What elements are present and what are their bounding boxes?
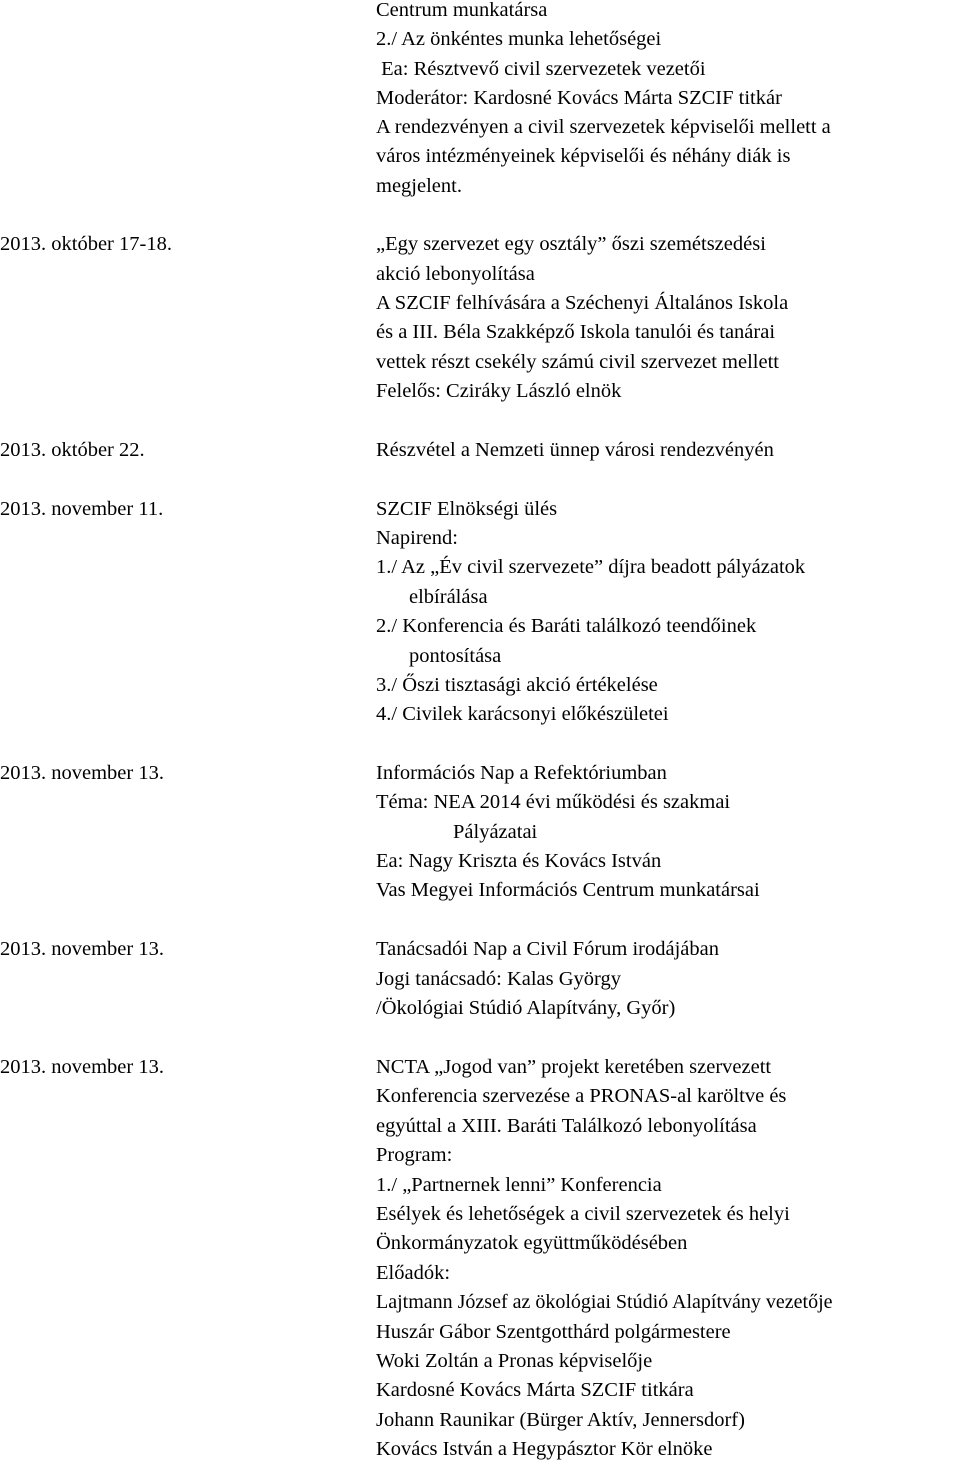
entry-line: /Ökológiai Stúdió Alapítvány, Győr) [376,997,676,1019]
entry-date: 2013. november 13. [0,762,164,784]
entry-line: Konferencia szervezése a PRONAS-al karöltve és [376,1085,787,1107]
intro-line: Moderátor: Kardosné Kovács Márta SZCIF titkár [376,87,782,109]
entry-line: és a III. Béla Szakképző Iskola tanulói és tanárai [376,321,776,343]
entry-line: vettek részt csekély számú civil szervezet mellett [376,351,779,373]
entry-line: 4./ Civilek karácsonyi előkészületei [376,703,669,725]
intro-line: Ea: Résztvevő civil szervezetek vezetői [376,58,706,80]
entry-line: Felelős: Cziráky László elnök [376,380,622,402]
entry-line: Önkormányzatok együttműködésében [376,1232,688,1254]
entry-line: NCTA „Jogod van” projekt keretében szervezett [376,1056,772,1078]
entry-line: Johann Raunikar (Bürger Aktív, Jennersdorf) [376,1409,745,1431]
entry-line: 3./ Őszi tisztasági akció értékelése [376,674,658,696]
entry-date: 2013. november 13. [0,1056,164,1078]
entry-date: 2013. november 11. [0,498,164,520]
entry-line: Információs Nap a Refektóriumban [376,762,667,784]
entry-line: 1./ „Partnernek lenni” Konferencia [376,1174,662,1196]
entry-line: Téma: NEA 2014 évi működési és szakmai [376,791,731,813]
intro-line: A rendezvényen a civil szervezetek képviselői mellett a [376,116,831,138]
intro-line: Centrum munkatársa [376,0,548,21]
entry-line: Kovács István a Hegypásztor Kör elnöke [376,1438,713,1460]
entry-line: A SZCIF felhívására a Széchenyi Általános Iskola [376,292,789,314]
entry-line: akció lebonyolítása [376,263,535,285]
entry-line: 2./ Konferencia és Baráti találkozó teendőinek [376,615,757,637]
entry-line: Woki Zoltán a Pronas képviselője [376,1350,653,1372]
entry-line: Jogi tanácsadó: Kalas György [376,968,621,990]
entry-line: Huszár Gábor Szentgotthárd polgármestere [376,1321,731,1343]
entry-line: Előadók: [376,1262,451,1284]
intro-line: 2./ Az önkéntes munka lehetőségei [376,28,662,50]
entry-date: 2013. október 22. [0,439,145,461]
entry-line: Pályázatai [453,821,538,843]
entry-line: egyúttal a XIII. Baráti Találkozó lebonyolítása [376,1115,757,1137]
entry-line: Tanácsadói Nap a Civil Fórum irodájában [376,938,719,960]
intro-line: megjelent. [376,175,462,197]
entry-line: Ea: Nagy Kriszta és Kovács István [376,850,662,872]
entry-date: 2013. november 13. [0,938,164,960]
entry-line: Napirend: [376,527,458,549]
entry-line: Esélyek és lehetőségek a civil szervezetek és helyi [376,1203,790,1225]
entry-line: „Egy szervezet egy osztály” őszi szemétszedési [376,233,766,255]
intro-line: város intézményeinek képviselői és néhány diák is [376,145,791,167]
entry-line: elbírálása [409,586,488,608]
entry-date: 2013. október 17-18. [0,233,172,255]
entry-line: 1./ Az „Év civil szervezete” díjra beadott pályázatok [376,556,806,578]
entry-line: Vas Megyei Információs Centrum munkatársai [376,879,760,901]
entry-line: Kardosné Kovács Márta SZCIF titkára [376,1379,694,1401]
entry-line: SZCIF Elnökségi ülés [376,498,558,520]
entry-line: pontosítása [409,645,502,667]
entry-line: Részvétel a Nemzeti ünnep városi rendezvényén [376,439,774,461]
entry-line: Lajtmann József az ökológiai Stúdió Alapítvány vezetője [376,1291,833,1313]
entry-line: Program: [376,1144,453,1166]
